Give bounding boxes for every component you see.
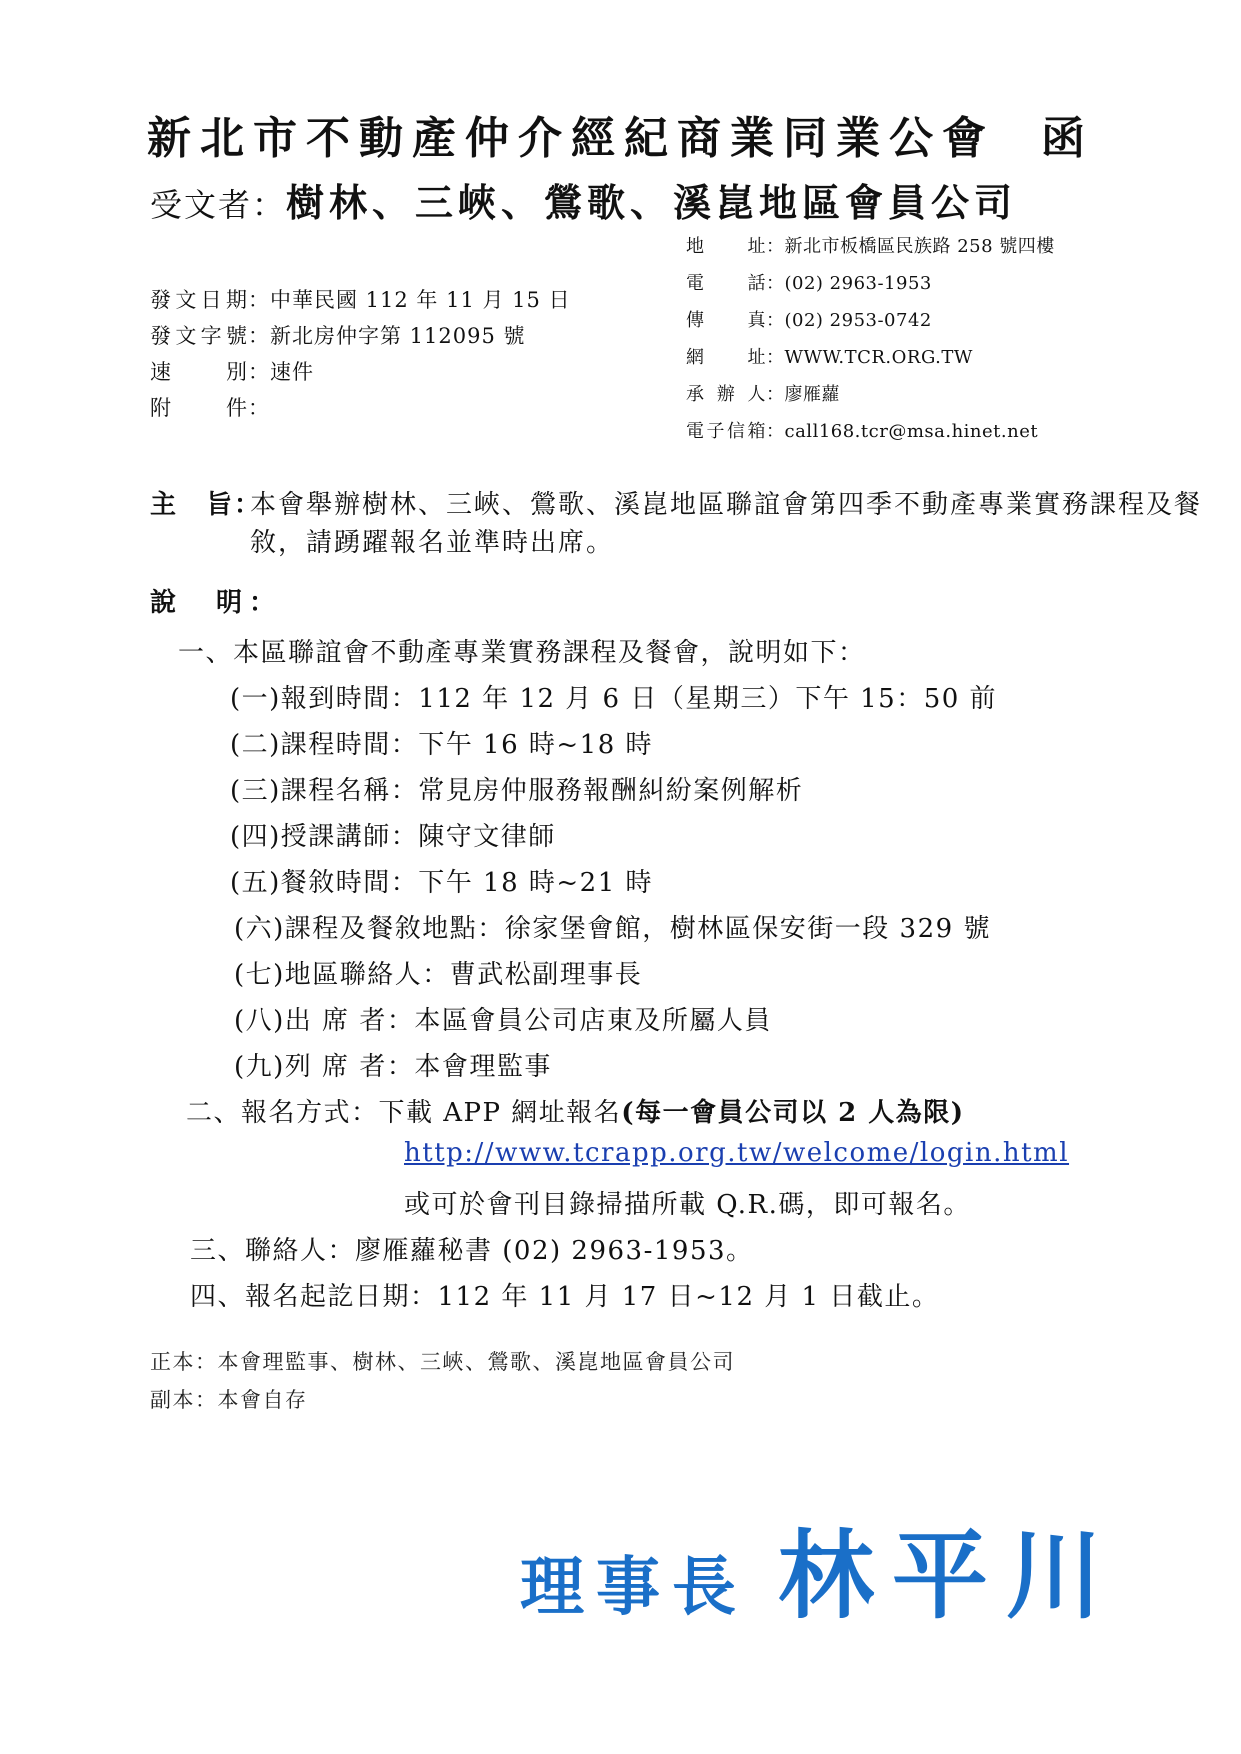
letter-type: 函 (1041, 113, 1094, 164)
registration-limit: (每一會員公司以 2 人為限) (621, 1098, 965, 1128)
explanation-sub-2: (二)課程時間：下午 16 時~18 時 (230, 730, 654, 760)
phone-value: ：(02) 2963-1953 (766, 273, 932, 294)
phone-label: 電 話 (686, 273, 766, 294)
document-meta (150, 282, 571, 426)
recipient-label: 受文者： (150, 186, 287, 224)
explanation-sub-4: (四)授課講師：陳守文律師 (230, 822, 556, 852)
email-label: 電子信箱 (686, 421, 766, 442)
explanation-item-4: 四、報名起訖日期：112 年 11 月 17 日~12 月 1 日截止。 (190, 1282, 940, 1312)
explanation-sub-6: (六)課程及餐敘地點：徐家堡會館，樹林區保安街一段 329 號 (234, 914, 991, 944)
recipient-line (150, 172, 1017, 227)
phone-row (686, 265, 1055, 302)
explanation-sub-1: (一)報到時間：112 年 12 月 6 日（星期三）下午 15：50 前 (230, 684, 998, 714)
attachment-value: ： (248, 396, 270, 420)
doc-number-value: ：新北房仲字第 112095 號 (248, 324, 526, 348)
email-row (686, 413, 1055, 450)
attachment-row (150, 390, 571, 426)
recipient-value: 樹林、三峽、鶯歌、溪崑地區會員公司 (286, 181, 1018, 225)
address-value: ：新北市板橋區民族路 258 號四樓 (766, 236, 1055, 257)
subject-label: 主 旨： (150, 490, 263, 520)
website-row (686, 339, 1055, 376)
doc-number-label: 發文字號 (150, 324, 248, 348)
issue-date-value: ：中華民國 112 年 11 月 15 日 (248, 288, 571, 312)
explanation-sub-5: (五)餐敘時間：下午 18 時~21 時 (230, 868, 654, 898)
speed-row (150, 354, 571, 390)
website-value: ：WWW.TCR.ORG.TW (766, 347, 973, 368)
registration-method: 二、報名方式：下載 APP 網址報名 (186, 1098, 622, 1128)
explanation-sub-3: (三)課程名稱：常見房仲服務報酬糾紛案例解析 (230, 776, 804, 806)
issue-date-row (150, 282, 571, 318)
address-row (686, 228, 1055, 265)
chairman-name: 林平川 (778, 1520, 1120, 1632)
explanation-item-1: 一、本區聯誼會不動產專業實務課程及餐會，說明如下： (178, 638, 866, 668)
chairman-title: 理事長 (520, 1551, 748, 1625)
speed-label: 速 別 (150, 360, 248, 384)
registration-link[interactable]: http://www.tcrapp.org.tw/welcome/login.html (404, 1138, 1070, 1168)
issue-date-label: 發文日期 (150, 288, 248, 312)
fax-value: ：(02) 2953-0742 (766, 310, 932, 331)
email-value: ：call168.tcr@msa.hinet.net (766, 421, 1039, 442)
subject-section (150, 486, 1241, 562)
explanation-item-3: 三、聯絡人：廖雁蘿秘書 (02) 2963-1953。 (190, 1236, 754, 1266)
handler-value: ：廖雁蘿 (766, 384, 840, 405)
handler-label: 承 辦 人 (686, 384, 766, 405)
explanation-sub-7: (七)地區聯絡人：曹武松副理事長 (234, 960, 643, 990)
explanation-item-2 (186, 1092, 965, 1129)
qr-code-note: 或可於會刊目錄掃描所載 Q.R.碼，即可報名。 (404, 1190, 971, 1220)
website-label: 網 址 (686, 347, 766, 368)
fax-label: 傳 真 (686, 310, 766, 331)
address-label: 地 址 (686, 236, 766, 257)
explanation-sub-9: (九)列 席 者：本會理監事 (234, 1052, 552, 1082)
issuer-info (686, 228, 1055, 450)
doc-number-row (150, 318, 571, 354)
explanation-sub-8: (八)出 席 者：本區會員公司店東及所屬人員 (234, 1006, 772, 1036)
distribution-original: 正本：本會理監事、樹林、三峽、鶯歌、溪崑地區會員公司 (150, 1350, 735, 1374)
letter-title (0, 102, 1241, 166)
explanation-label: 說 明： (150, 588, 283, 618)
subject-text: 本會舉辦樹林、三峽、鶯歌、溪崑地區聯誼會第四季不動產專業實務課程及餐敘，請踴躍報名並準時出席。 (250, 490, 1203, 558)
attachment-label: 附 件 (150, 396, 248, 420)
chairman-signature (520, 1500, 1120, 1637)
handler-row (686, 376, 1055, 413)
fax-row (686, 302, 1055, 339)
distribution-copy: 副本：本會自存 (150, 1388, 308, 1412)
association-name: 新北市不動產仲介經紀商業同業公會 (147, 113, 995, 164)
speed-value: ：速件 (248, 360, 314, 384)
